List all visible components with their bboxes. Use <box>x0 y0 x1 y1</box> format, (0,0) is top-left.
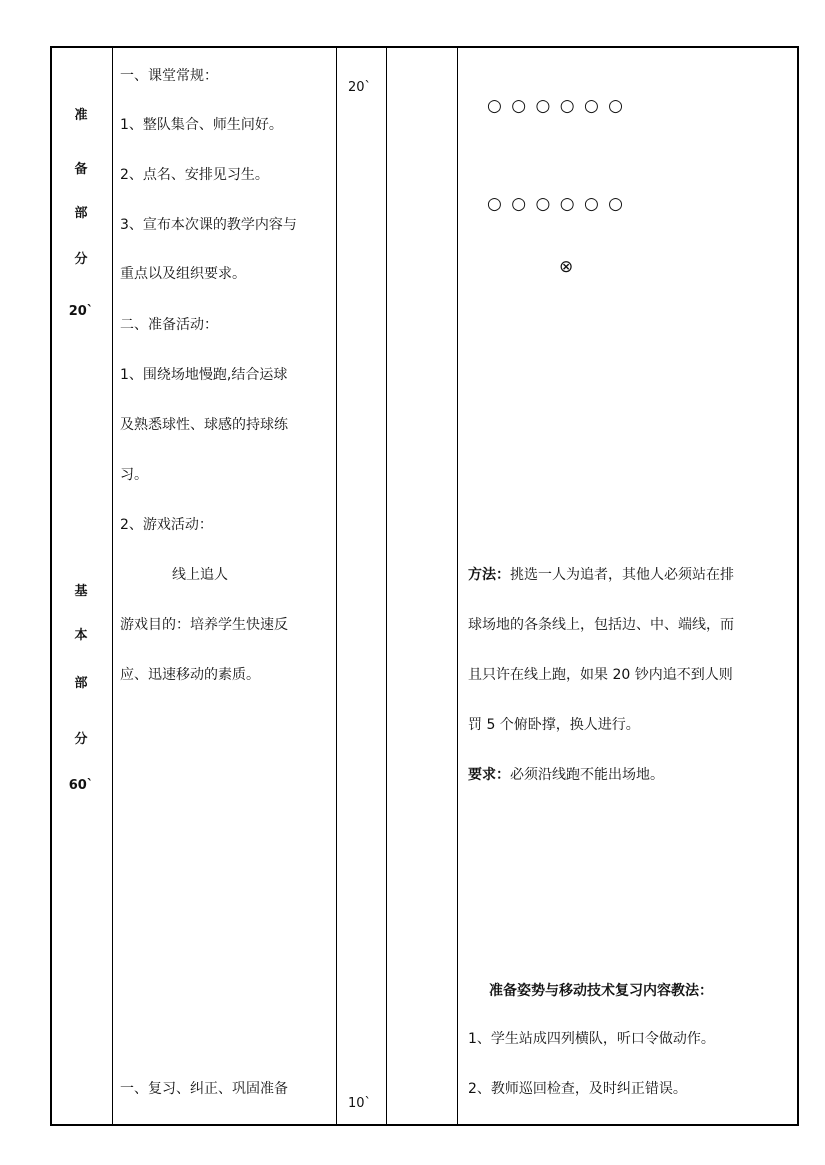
requirement-text: 必须沿线跑不能出场地。 <box>510 767 664 783</box>
column-divider <box>336 48 337 1124</box>
content-line: 1、整队集合、师生问好。 <box>120 117 283 133</box>
method-line: 球场地的各条线上，包括边、中、端线，而 <box>468 617 734 633</box>
section-basic-char-3: 部 <box>74 676 88 691</box>
section-prep-char-3: 部 <box>74 206 88 221</box>
teacher-marker: ⊗ <box>559 257 576 277</box>
teaching-step: 1、学生站成四列横队，听口令做动作。 <box>468 1031 715 1047</box>
lesson-table <box>50 46 799 1126</box>
duration-end: 10` <box>348 1096 372 1111</box>
method-line: 罚 5 个俯卧撑，换人进行。 <box>468 717 640 733</box>
section-prep-char-1: 准 <box>74 108 88 123</box>
requirement-label: 要求： <box>468 767 510 783</box>
method-line: 且只许在线上跑，如果 20 钞内追不到人则 <box>468 667 733 683</box>
content-line: 重点以及组织要求。 <box>120 266 246 282</box>
method-line-1 <box>468 564 734 584</box>
section-basic-char-2: 本 <box>74 628 88 643</box>
content-line: 2、游戏活动： <box>120 517 213 533</box>
content-line: 游戏目的：培养学生快速反 <box>120 617 288 633</box>
column-divider <box>457 48 458 1124</box>
method-label: 方法： <box>468 567 510 583</box>
section-basic-char-4: 分 <box>74 732 88 747</box>
section-prep-duration: 20` <box>68 304 94 319</box>
section-basic-char-1: 基 <box>74 584 88 599</box>
column-divider <box>386 48 387 1124</box>
method-text: 挑选一人为追者，其他人必须站在排 <box>510 567 734 583</box>
content-line: 一、课堂常规： <box>120 68 218 84</box>
game-name: 线上追人 <box>172 567 228 583</box>
duration-prep: 20` <box>348 80 372 95</box>
content-line: 2、点名、安排见习生。 <box>120 167 269 183</box>
requirement-line <box>468 764 664 784</box>
column-divider <box>112 48 113 1124</box>
section-prep-char-2: 备 <box>74 162 88 177</box>
content-line: 二、准备活动： <box>120 317 218 333</box>
content-line: 3、宣布本次课的教学内容与 <box>120 217 297 233</box>
content-line: 习。 <box>120 467 148 483</box>
content-line: 及熟悉球性、球感的持球练 <box>120 417 288 433</box>
section-basic-duration: 60` <box>68 778 94 793</box>
teaching-step: 2、教师巡回检查，及时纠正错误。 <box>468 1081 687 1097</box>
content-line: 应、迅速移动的素质。 <box>120 667 260 683</box>
content-line: 1、围绕场地慢跑,结合运球 <box>120 367 288 383</box>
content-line: 一、复习、纠正、巩固准备 <box>120 1081 288 1097</box>
teaching-method-title: 准备姿势与移动技术复习内容教法： <box>489 983 713 999</box>
student-row-2: ○ ○ ○ ○ ○ ○ <box>487 194 626 214</box>
section-prep-char-4: 分 <box>74 252 88 267</box>
student-row-1: ○ ○ ○ ○ ○ ○ <box>487 96 626 116</box>
